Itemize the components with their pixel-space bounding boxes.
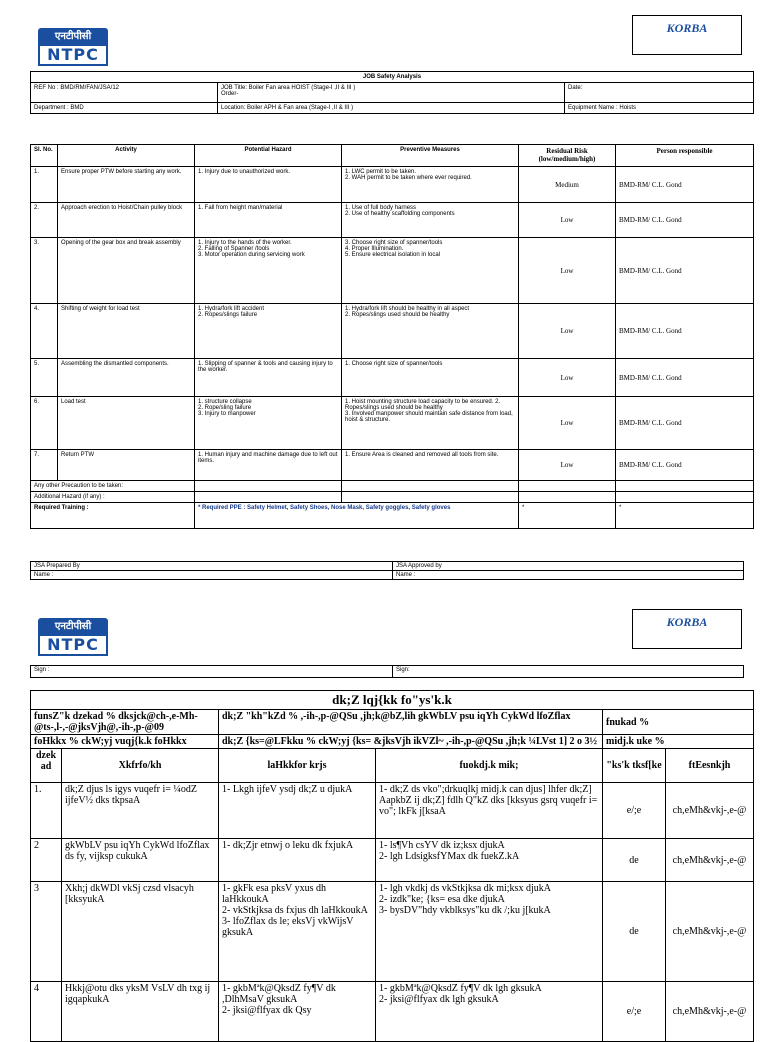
- col-hazard: Potential Hazard: [195, 145, 342, 167]
- hindi-measures: 1- lgh vkdkj ds vkStkjksa dk mi;ksx djukA 2- izdk"ke; {ks= esa dke djukA 3- bysDV"hdy vkblksys"ku dk /;ku j[kukA: [376, 882, 603, 982]
- hazard-person: BMD-RM/ C.L. Gond: [616, 359, 754, 397]
- hindi-date: fnukad %: [603, 710, 754, 735]
- hazard-risk: Low: [519, 450, 616, 481]
- hazard-potential: 1. Injury to the hands of the worker. 2. Falling of Spanner /tools 3. Motor operation during servicing work: [195, 238, 342, 304]
- additional-hazard: Additional Hazard (if any) :: [31, 492, 195, 503]
- ntpc-logo-2: [38, 618, 108, 658]
- sign-2: Sign:: [393, 666, 744, 678]
- hazard-person: BMD-RM/ C.L. Gond: [616, 450, 754, 481]
- ntpc-logo-text: NTPC: [38, 46, 108, 66]
- department: Department : BMD: [31, 103, 218, 114]
- date-field: Date:: [565, 83, 754, 103]
- hindi-person: ch,eMh&vkj-,e-@: [666, 839, 754, 882]
- prepared-name: Name :: [31, 571, 393, 580]
- hindi-risk: de: [603, 839, 666, 882]
- approved-name: Name :: [393, 571, 744, 580]
- hindi-title: dk;Z lqj{kk fo"ys'k.k: [31, 691, 754, 710]
- hazard-row: [31, 304, 754, 359]
- required-training: Required Training :: [31, 503, 195, 529]
- hazard-risk: Medium: [519, 167, 616, 203]
- ntpc-logo: [38, 28, 108, 68]
- hazard-risk: Low: [519, 397, 616, 450]
- hindi-department: foHkkx % ckW;yj vuqj{k.k foHkkx: [31, 735, 219, 749]
- hazard-table: [30, 144, 754, 529]
- hazard-person: BMD-RM/ C.L. Gond: [616, 397, 754, 450]
- training-star-1: *: [519, 503, 616, 529]
- col-person: Person responsible: [616, 145, 754, 167]
- hindi-job-title: dk;Z "kh"kZd % ,-ih-,p-@QSu ,jh;k@bZ,lih gkWbLV psu iqYh CykWd lfoZflax: [219, 710, 603, 735]
- ntpc-logo-hindi-2: एनटीपीसी: [38, 618, 108, 636]
- hindi-risk: e/;e: [603, 783, 666, 839]
- hindi-row: [31, 783, 754, 839]
- hazard-measures: 1. Ensure Area is cleaned and removed all tools from site.: [342, 450, 519, 481]
- hindi-activity: dk;Z djus ls igys vuqefr i= ¼odZ ijfeV½ dks tkpsaA: [62, 783, 219, 839]
- hazard-row: [31, 397, 754, 450]
- hazard-sl: 2.: [31, 203, 58, 238]
- jsa-title: JOB Safety Analysis: [31, 72, 754, 83]
- ntpc-logo-text-2: NTPC: [38, 636, 108, 656]
- job-title: JOB Title: Boiler Fan area HOIST (Stage-I ,II & III ) Order-: [218, 83, 565, 103]
- hazard-sl: 4.: [31, 304, 58, 359]
- hazard-activity: Assembling the dismantled components.: [58, 359, 195, 397]
- hazard-person: BMD-RM/ C.L. Gond: [616, 238, 754, 304]
- hindi-activity: Hkkj@otu dks yksM VsLV dh txg ij igqapkukA: [62, 982, 219, 1042]
- hazard-potential: 1. structure collapse 2. Rope/sling failure 3. Injury to manpower: [195, 397, 342, 450]
- hazard-measures: 1. Use of full body harness 2. Use of healthy scaffolding components: [342, 203, 519, 238]
- hazard-measures: 1. Choose right size of spanner/tools: [342, 359, 519, 397]
- equipment-name: Equipment Name : Hoists: [565, 103, 754, 114]
- hindi-sl: 2: [31, 839, 62, 882]
- hindi-sl: 1.: [31, 783, 62, 839]
- hindi-col-sl: dzek ad: [31, 749, 62, 783]
- hazard-activity: Ensure proper PTW before starting any work.: [58, 167, 195, 203]
- hazard-measures: 3. Choose right size of spanner/tools 4. Proper Illumination. 5. Ensure electrical isolation in local: [342, 238, 519, 304]
- col-sl: Sl. No.: [31, 145, 58, 167]
- hindi-person: ch,eMh&vkj-,e-@: [666, 783, 754, 839]
- hazard-potential: 1. Injury due to unauthorized work.: [195, 167, 342, 203]
- hindi-activity: gkWbLV psu iqYh CykWd lfoZflax ds fy, vijksp cukukA: [62, 839, 219, 882]
- hazard-person: BMD-RM/ C.L. Gond: [616, 304, 754, 359]
- hazard-risk: Low: [519, 203, 616, 238]
- hazard-row: [31, 203, 754, 238]
- training-star-2: *: [616, 503, 754, 529]
- hindi-row: [31, 882, 754, 982]
- hazard-person: BMD-RM/ C.L. Gond: [616, 167, 754, 203]
- hindi-risk: de: [603, 882, 666, 982]
- col-measures: Preventive Measures: [342, 145, 519, 167]
- hazard-measures: 1. Hydra/fork lift should be healthy in all aspect 2. Ropes/slings used should be healthy: [342, 304, 519, 359]
- hazard-risk: Low: [519, 359, 616, 397]
- hindi-person: ch,eMh&vkj-,e-@: [666, 882, 754, 982]
- hindi-measures: 1- gkbMªk@QksdZ fy¶V dk lgh gksukA 2- jksi@flfyax dk lgh gksukA: [376, 982, 603, 1042]
- hindi-sl: 4: [31, 982, 62, 1042]
- jsa-approved-by: JSA Approved by: [393, 562, 744, 571]
- col-risk: Residual Risk (low/medium/high): [519, 145, 616, 167]
- hindi-col-activity: Xkfrfo/kh: [62, 749, 219, 783]
- hazard-measures: 1. Hoist mounting structure load capacity to be ensured. 2. Ropes/slings used should be healthy 3. Involved manpower should maintain safe distance from load, hoist & structure.: [342, 397, 519, 450]
- hazard-row: [31, 167, 754, 203]
- hindi-row: [31, 839, 754, 882]
- hazard-activity: Opening of the gear box and break assembly: [58, 238, 195, 304]
- hazard-potential: 1. Hydra/fork lift accident 2. Ropes/slings failure: [195, 304, 342, 359]
- hindi-measures: 1- dk;Z ds vko";drkuqlkj midj.k can djus] lhfer dk;Z] AapkbZ ij dk;Z] fdlh Q"kZ dks [kksyus gsrq vuqefr i= vo"; lkFk j[ksaA: [376, 783, 603, 839]
- hazard-risk: Low: [519, 238, 616, 304]
- hindi-col-hazard: laHkkfor krjs: [219, 749, 376, 783]
- ntpc-logo-hindi: एनटीपीसी: [38, 28, 108, 46]
- hazard-sl: 6.: [31, 397, 58, 450]
- hazard-sl: 3.: [31, 238, 58, 304]
- hindi-risk: e/;e: [603, 982, 666, 1042]
- hindi-hazard: 1- Lkgh ijfeV ysdj dk;Z u djukA: [219, 783, 376, 839]
- hazard-risk: Low: [519, 304, 616, 359]
- korba-box-2: KORBA: [632, 609, 742, 649]
- hindi-equipment: midj.k uke %: [603, 735, 754, 749]
- hindi-col-measures: fuokdj.k mik;: [376, 749, 603, 783]
- hindi-person: ch,eMh&vkj-,e-@: [666, 982, 754, 1042]
- hindi-jsa-table: [30, 690, 754, 1042]
- hindi-location: dk;Z {ks=@LFkku % ckW;yj {ks= &jksVjh ikVZl~ ,-ih-,p-@QSu ,jh;k ¼LVst 1] 2 o 3½: [219, 735, 603, 749]
- hazard-potential: 1. Fall from height man/material: [195, 203, 342, 238]
- hindi-hazard: 1- gkbMªk@QksdZ fy¶V dk ,DlhMsaV gksukA 2- jksi@flfyax dk Qsy: [219, 982, 376, 1042]
- hazard-sl: 1.: [31, 167, 58, 203]
- hazard-potential: 1. Slipping of spanner & tools and causing injury to the worker.: [195, 359, 342, 397]
- hindi-row: [31, 982, 754, 1042]
- hindi-activity: Xkh;j dkWDl vkSj czsd vlsacyh [kksyukA: [62, 882, 219, 982]
- hindi-hazard: 1- gkFk esa pksV yxus dh laHkkoukA 2- vkStkjksa ds fxjus dh laHkkoukA 3- lfoZflax ds le; eksVj vkWijsV gksukA: [219, 882, 376, 982]
- korba-box: KORBA: [632, 15, 742, 55]
- hazard-measures: 1. LWC permit to be taken. 2. WAH permit to be taken where ever required.: [342, 167, 519, 203]
- jsa-prepared-by: JSA Prepared By: [31, 562, 393, 571]
- hazard-row: [31, 359, 754, 397]
- approval-table: [30, 561, 744, 580]
- hazard-sl: 5.: [31, 359, 58, 397]
- required-ppe: * Required PPE : Safety Helmet, Safety Shoes, Nose Mask, Safety goggles, Safety gloves: [195, 503, 519, 529]
- hazard-row: [31, 238, 754, 304]
- hazard-sl: 7.: [31, 450, 58, 481]
- hazard-activity: Approach erection to Hoist/Chain pulley block: [58, 203, 195, 238]
- hindi-measures: 1- ls¶Vh csYV dk iz;ksx djukA 2- lgh LdsigksfYMax dk fuekZ.kA: [376, 839, 603, 882]
- other-precaution: Any other Precaution to be taken:: [31, 481, 195, 492]
- hazard-person: BMD-RM/ C.L. Gond: [616, 203, 754, 238]
- col-activity: Activity: [58, 145, 195, 167]
- ref-no: REF No : BMD/RM/FAN/JSA/12: [31, 83, 218, 103]
- hindi-col-risk: "ks'k tksf[ke: [603, 749, 666, 783]
- hazard-potential: 1. Human injury and machine damage due to left out items.: [195, 450, 342, 481]
- hazard-activity: Return PTW: [58, 450, 195, 481]
- hindi-col-person: ftEesnkjh: [666, 749, 754, 783]
- location: Location: Boiler APH & Fan area (Stage-I ,II & III ): [218, 103, 565, 114]
- hazard-activity: Load test: [58, 397, 195, 450]
- hindi-hazard: 1- dk;Zjr etnwj o leku dk fxjukA: [219, 839, 376, 882]
- jsa-header-table: [30, 71, 754, 114]
- hindi-sl: 3: [31, 882, 62, 982]
- sign-1: Sign :: [31, 666, 393, 678]
- hindi-ref: funsZ"k dzekad % dksjck@ch-,e-Mh-@ts-,l-,-@jksVjh@,-ih-,p-@09: [31, 710, 219, 735]
- sign-table: [30, 665, 744, 678]
- hazard-row: [31, 450, 754, 481]
- hazard-activity: Shifting of weight for load test: [58, 304, 195, 359]
